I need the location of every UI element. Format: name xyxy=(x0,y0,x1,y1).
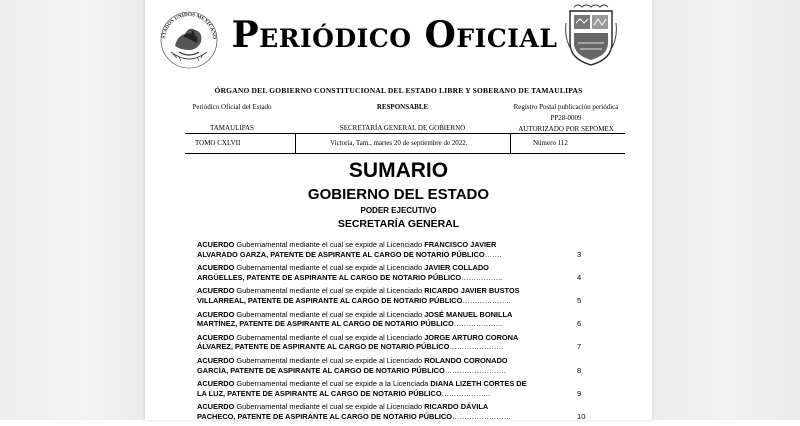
sumario-entry[interactable] xyxy=(197,263,589,286)
entry-title: , PATENTE DE ASPIRANTE AL CARGO DE NOTARIO PÚBLICO xyxy=(266,249,485,259)
sumario-entry[interactable] xyxy=(197,310,589,333)
sumario-entry[interactable] xyxy=(197,356,589,379)
sumario-heading: SUMARIO xyxy=(348,159,449,182)
entry-line-2 xyxy=(197,296,549,306)
entry-leader: ……. xyxy=(484,249,502,259)
entry-leader: ……………….. xyxy=(453,319,503,329)
sumario-entry[interactable] xyxy=(197,333,589,356)
entry-leader: ……………….. xyxy=(462,295,511,305)
department-heading: SECRETARÍA GENERAL xyxy=(337,218,460,230)
info-left-line: Periódico Oficial del Estado xyxy=(192,103,272,111)
responsable-value: SECRETARÍA GENERAL DE GOBIERNO xyxy=(339,124,466,132)
entry-name-last: ALVARADO GARZA xyxy=(197,249,267,259)
entry-kind: ACUERDO xyxy=(197,263,235,273)
entry-kind: ACUERDO xyxy=(197,355,235,365)
entry-title: , PATENTE DE ASPIRANTE AL CARGO DE NOTARIO PÚBLICO xyxy=(243,295,463,305)
tomo: TOMO CXLVII xyxy=(195,139,241,147)
entry-name-first: DIANA LIZETH CORTES DE xyxy=(430,379,527,389)
entry-kind: ACUERDO xyxy=(197,286,235,296)
entry-name-last: MARTÍNEZ xyxy=(197,319,236,329)
document-page xyxy=(145,0,652,420)
info-left-line: TAMAULIPAS xyxy=(210,124,254,132)
entry-text: Gubernamental mediante el cual se expide al Licenciado xyxy=(234,286,425,296)
entry-name-first: JAVIER COLLADO xyxy=(424,263,489,273)
entry-text: Gubernamental mediante el cual se expide al Licenciado xyxy=(234,332,425,342)
background-right xyxy=(652,0,800,420)
entry-kind: ACUERDO xyxy=(197,402,235,412)
background-left xyxy=(0,0,145,420)
entry-name-first: JOSÉ MANUEL BONILLA xyxy=(424,309,513,319)
tamaulipas-shield-icon xyxy=(564,3,618,67)
entry-line-1 xyxy=(197,333,549,343)
entry-name-last: LA LUZ xyxy=(197,388,223,398)
info-right-line: AUTORIZADO POR SEPOMEX xyxy=(518,125,614,133)
entry-leader: …………….. xyxy=(461,272,503,282)
rule-top xyxy=(185,133,625,134)
branch-heading: PODER EJECUTIVO xyxy=(360,206,437,215)
entry-line-1 xyxy=(197,379,549,389)
entry-name-first: FRANCISCO JAVIER xyxy=(424,240,497,249)
entry-page-number: 3 xyxy=(577,249,582,259)
seal-text: STADOS UNIDOS MEXICANO xyxy=(161,11,218,40)
entry-title: , PATENTE DE ASPIRANTE AL CARGO DE NOTARIO PÚBLICO xyxy=(233,411,452,421)
entry-title: , PATENTE DE ASPIRANTE AL CARGO DE NOTARIO PÚBLICO xyxy=(223,388,442,398)
entry-kind: ACUERDO xyxy=(197,240,235,249)
section-heading: GOBIERNO DEL ESTADO xyxy=(307,186,490,203)
entry-text: Gubernamental mediante el cual se expide al Licenciado xyxy=(234,309,425,319)
entry-line-2 xyxy=(197,273,549,283)
rule-bottom xyxy=(185,153,625,154)
entry-page-number: 10 xyxy=(577,411,586,421)
entry-title: , PATENTE DE ASPIRANTE AL CARGO DE NOTARIO PÚBLICO xyxy=(235,319,454,329)
entry-name-first: RICARDO JAVIER BUSTOS xyxy=(424,286,520,296)
entry-text: Gubernamental mediante el cual se expide al Licenciado xyxy=(234,263,425,273)
issue-row xyxy=(185,137,625,151)
organo-subtitle: ÓRGANO DEL GOBIERNO CONSTITUCIONAL DEL ESTADO LIBRE Y SOBERANO DE TAMAULIPAS xyxy=(214,86,583,95)
sumario-entry[interactable] xyxy=(197,402,589,425)
entry-kind: ACUERDO xyxy=(197,379,235,389)
entry-name-last: GARCÍA xyxy=(197,365,227,375)
entry-name-last: ÁLVAREZ xyxy=(197,342,231,352)
entry-kind: ACUERDO xyxy=(197,309,235,319)
entry-title: , PATENTE DE ASPIRANTE AL CARGO DE NOTARIO PÚBLICO xyxy=(226,365,445,375)
entry-line-1 xyxy=(197,356,549,366)
entry-line-2 xyxy=(197,389,549,399)
entry-text: Gubernamental mediante el cual se expide al Licenciado xyxy=(234,402,425,412)
entry-line-2 xyxy=(197,342,549,352)
entry-name-first: JORGE ARTURO CORONA xyxy=(424,332,519,342)
publication-info xyxy=(145,102,652,134)
entry-text: Gubernamental mediante el cual se expide a la Licenciada xyxy=(234,379,431,389)
entry-line-1 xyxy=(197,286,549,296)
issue-number: Número 112 xyxy=(533,139,568,147)
entry-text: Gubernamental mediante el cual se expide al Licenciado xyxy=(234,355,425,365)
mexico-coat-of-arms-icon xyxy=(157,6,221,70)
entry-page-number: 6 xyxy=(577,319,582,329)
entry-title: , PATENTE DE ASPIRANTE AL CARGO DE NOTARIO PÚBLICO xyxy=(242,272,462,282)
sumario-list xyxy=(197,240,589,426)
entry-title: , PATENTE DE ASPIRANTE AL CARGO DE NOTARIO PÚBLICO xyxy=(230,342,450,352)
entry-name-last: PACHECO xyxy=(197,411,234,421)
entry-leader: …………………. xyxy=(449,342,504,352)
info-left xyxy=(167,102,297,134)
entry-page-number: 9 xyxy=(577,388,582,398)
info-right xyxy=(491,102,641,135)
entry-line-1 xyxy=(197,310,549,320)
info-right-line: PP28-0009 xyxy=(550,114,582,122)
entry-kind: ACUERDO xyxy=(197,332,235,342)
info-right-line: Registro Postal publicación periódica xyxy=(513,103,619,111)
entry-line-2 xyxy=(197,412,549,422)
entry-line-2 xyxy=(197,250,549,260)
entry-leader: ……………….. xyxy=(441,388,491,398)
entry-name-last: ARGÜELLES xyxy=(197,272,243,282)
entry-name-first: RICARDO DÁVILA xyxy=(424,402,489,412)
publication-title: Periódico Oficial xyxy=(231,14,558,56)
entry-line-2 xyxy=(197,319,549,329)
responsable-label: RESPONSABLE xyxy=(376,103,429,111)
entry-line-1 xyxy=(197,263,549,273)
entry-name-last: VILLARREAL xyxy=(197,295,244,305)
sumario-entry[interactable] xyxy=(197,240,589,263)
sumario-entry[interactable] xyxy=(197,286,589,309)
entry-line-1 xyxy=(197,402,549,412)
entry-name-first: ROLANDO CORONADO xyxy=(424,355,508,365)
entry-line-2 xyxy=(197,366,549,376)
entry-page-number: 8 xyxy=(577,365,582,375)
entry-page-number: 4 xyxy=(577,272,582,282)
entry-leader: ……………………. xyxy=(444,365,506,375)
info-center xyxy=(315,102,490,134)
entry-text: Gubernamental mediante el cual se expide al Licenciado xyxy=(234,240,425,249)
masthead xyxy=(145,0,652,80)
entry-line-1 xyxy=(197,240,549,250)
entry-leader: …………………… xyxy=(452,411,512,421)
entry-page-number: 7 xyxy=(577,342,582,352)
issue-date: Victoria, Tam., martes 20 de septiembre de 2022. xyxy=(330,139,468,147)
sumario-entry[interactable] xyxy=(197,379,589,402)
entry-page-number: 5 xyxy=(577,295,582,305)
